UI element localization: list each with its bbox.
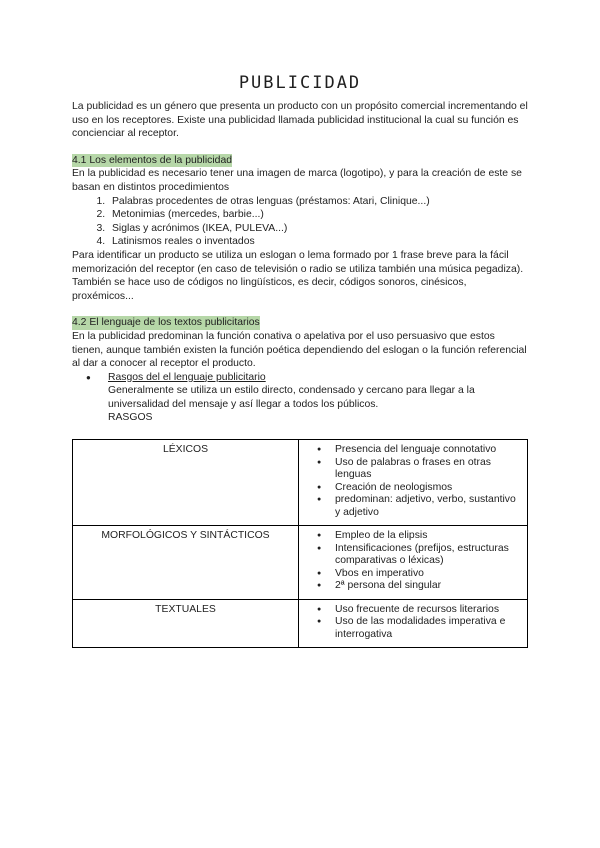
list-item: ● predominan: adjetivo, verbo, sustantivo y adjetivo — [335, 494, 521, 519]
section2-paragraph-1: En la publicidad predominan la función conativa o apelativa por el uso persuasivo que estos tienen, aunque también existen la función poética dependiendo del eslogan o la función referencial al dar a conocer al receptor el producto. — [72, 330, 527, 370]
section-heading-elements: 4.1 Los elementos de la publicidad — [72, 154, 233, 166]
section-heading-language: 4.2 El lenguaje de los textos publicitarios — [72, 317, 260, 329]
list-item: ● Uso frecuente de recursos literarios — [335, 604, 521, 617]
list-item: ● Empleo de la elipsis — [335, 530, 521, 543]
list-item: ● Intensificaciones (prefijos, estructuras comparativas o léxicas) — [335, 543, 521, 568]
intro-paragraph: La publicidad es un género que presenta un producto con un propósito comercial incrementando el uso en los receptores. Existe una publicidad llamada publicidad institucional la cual su función es concienciar al receptor. — [72, 101, 528, 140]
list-item: 2. Metonimias (mercedes, barbie...) — [108, 208, 528, 222]
rasgos-label: RASGOS — [108, 412, 153, 424]
list-item: 1. Palabras procedentes de otras lenguas (préstamos: Atari, Clinique...) — [108, 195, 528, 209]
table-row — [73, 440, 528, 526]
traits-table — [72, 439, 528, 648]
table-items-cell — [299, 526, 528, 600]
table-category-cell: MORFOLÓGICOS Y SINTÁCTICOS — [73, 526, 299, 600]
table-category-cell: LÉXICOS — [73, 440, 299, 526]
table-items-cell — [299, 599, 528, 648]
bullet-title: Rasgos del el lenguaje publicitario — [108, 371, 266, 383]
section1-paragraph-1: En la publicidad es necesario tener una imagen de marca (logotipo), y para la creación de este se basan en distintos procedimientos — [72, 168, 522, 193]
document-content — [72, 72, 528, 648]
list-item: ● Vbos en imperativo — [335, 568, 521, 581]
traits-bullet-list — [72, 371, 528, 425]
list-item: ● Creación de neologismos — [335, 482, 521, 495]
procedures-list — [72, 195, 528, 249]
list-item: ● Presencia del lenguaje connotativo — [335, 444, 521, 457]
list-item: ● Uso de las modalidades imperativa e interrogativa — [335, 616, 521, 641]
table-items-cell — [299, 440, 528, 526]
table-category-cell: TEXTUALES — [73, 599, 299, 648]
bullet-text: Generalmente se utiliza un estilo directo, condensado y cercano para llegar a la universalidad del mensaje y así llegar a todos los públicos. — [108, 385, 475, 410]
list-item: ● Uso de palabras o frases en otras lenguas — [335, 457, 521, 482]
list-item — [96, 371, 528, 425]
table-row — [73, 599, 528, 648]
page-title: PUBLICIDAD — [238, 73, 362, 93]
list-item: ● 2ª persona del singular — [335, 580, 521, 593]
list-item: 4. Latinismos reales o inventados — [108, 235, 528, 249]
section1-paragraph-2: Para identificar un producto se utiliza un eslogan o lema formado por 1 frase breve para la fácil memorización del receptor (en caso de televisión o radio se utiliza también una música pegadiza). También se hace uso de códigos no lingüísticos, es decir, códigos sonoros, cinésicos, proxémicos... — [72, 249, 524, 302]
table-row — [73, 526, 528, 600]
list-item: 3. Siglas y acrónimos (IKEA, PULEVA...) — [108, 222, 528, 236]
